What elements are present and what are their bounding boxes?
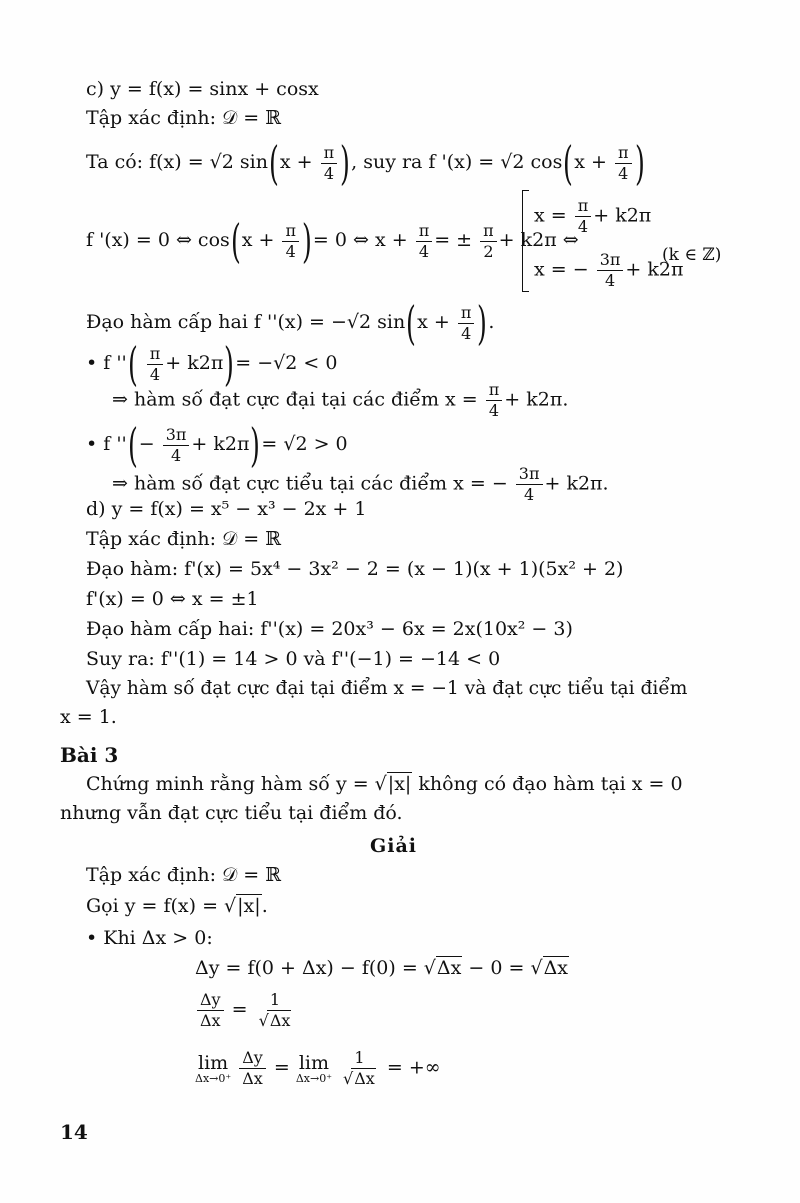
bullet-1: • f ''( $\frac{\pi}{4}$ + k2π)= −√2 < 0 [86,337,338,391]
line-fprime-zero-d: f'(x) = 0 ⇔ x = ±1 [86,588,259,610]
line-second-derivative: Đạo hàm cấp hai f ''(x) = −√2 sin(x + $\frac{\pi}{4}$ ). [86,296,495,350]
line-c-head: c) y = f(x) = sinx + cosx [86,78,319,100]
line-domain-1: Tập xác định: 𝒟 = ℝ [86,107,282,129]
case-bracket [522,190,529,292]
line-domain-2: Tập xác định: 𝒟 = ℝ [86,528,282,550]
eq-limit: lim Δx→0⁺ $\frac{\Delta y}{\Delta x}$ = lim Δx→0⁺ $\frac{1}{√\Delta x}$ = +∞ [195,1048,441,1088]
k-integer: (k ∈ ℤ) [662,245,722,265]
problem-line-1: Chứng minh rằng hàm số y = √|x| không có đạo hàm tại x = 0 [86,773,683,795]
bullet-2-result: ⇒ hàm số đạt cực tiểu tại các điểm x = − $\frac{3\pi}{4}$ + k2π. [112,464,609,504]
page-number: 14 [60,1120,88,1144]
solution-heading: Giải [370,835,417,857]
line-derivative-d: Đạo hàm: f'(x) = 5x⁴ − 3x² − 2 = (x − 1)(x + 1)(5x² + 2) [86,558,624,580]
eq-delta-y: Δy = f(0 + Δx) − f(0) = √Δx − 0 = √Δx [195,957,568,979]
bullet-1-result: ⇒ hàm số đạt cực đại tại các điểm x = $\frac{\pi}{4}$ + k2π. [112,380,569,420]
line-domain-3: Tập xác định: 𝒟 = ℝ [86,864,282,886]
line-conclusion-1: Vậy hàm số đạt cực đại tại điểm x = −1 và đạt cực tiểu tại điểm [86,678,688,699]
line-conclusion-2: x = 1. [60,706,117,728]
line-d-head: d) y = f(x) = x⁵ − x³ − 2x + 1 [86,498,367,520]
line-khi: • Khi Δx > 0: [86,927,213,949]
line-ta-co: Ta có: f(x) = √2 sin(x + $\frac{\pi}{4}$ ), suy ra f '(x) = √2 cos(x + $\frac{\pi}{4}$ ) [86,136,645,190]
line-fprime-zero: f '(x) = 0 ⇔ cos(x + $\frac{\pi}{4}$ )= 0 ⇔ x + $\frac{\pi}{4}$ = ± $\frac{\pi}{2}$ + k2π ⇔ [86,214,579,268]
line-suy-ra: Suy ra: f''(1) = 14 > 0 và f''(−1) = −14 < 0 [86,648,501,670]
bullet-2: • f ''(− $\frac{3\pi}{4}$ + k2π)= √2 > 0 [86,418,348,472]
line-second-derivative-d: Đạo hàm cấp hai: f''(x) = 20x³ − 6x = 2x(10x² − 3) [86,618,573,640]
case-2: x = − $\frac{3\pi}{4}$ + k2π [534,250,684,290]
exercise-title: Bài 3 [60,743,119,767]
line-goi: Gọi y = f(x) = √|x|. [86,895,268,917]
case-1: x = $\frac{\pi}{4}$ + k2π [534,196,652,236]
problem-line-2: nhưng vẫn đạt cực tiểu tại điểm đó. [60,802,403,824]
eq-ratio: $\frac{\Delta y}{\Delta x}$ = $\frac{1}{√\Delta x}$ [195,990,296,1031]
